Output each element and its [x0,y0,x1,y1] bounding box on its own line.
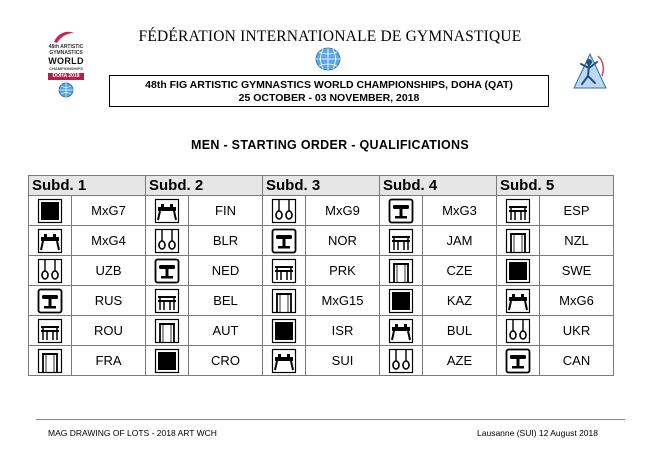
vault-icon [153,257,181,285]
event-title: 48th FIG ARTISTIC GYMNASTICS WORLD CHAMPIONSHIPS, DOHA (QAT) [145,79,513,91]
team-cell: PRK [306,256,380,286]
subdivision-header: Subd. 3 [263,176,380,196]
team-cell: SUI [306,346,380,376]
event-info-box [109,75,549,107]
logo-line-1: 48th ARTISTIC [48,44,84,50]
apparatus-cell [497,316,540,346]
team-cell: FRA [72,346,146,376]
apparatus-cell [29,196,72,226]
team-cell: ISR [306,316,380,346]
apparatus-cell [263,286,306,316]
table-row [29,346,614,376]
horizontal-bar-icon [36,347,64,375]
apparatus-cell [146,226,189,256]
vault-icon [504,347,532,375]
table-row [29,316,614,346]
parallel-bars-icon [270,257,298,285]
team-cell: CZE [423,256,497,286]
subdivision-header: Subd. 5 [497,176,614,196]
team-cell: AZE [423,346,497,376]
starting-order-table [28,175,614,376]
logo-swoosh-icon [52,30,76,44]
apparatus-cell [497,346,540,376]
horizontal-bar-icon [153,317,181,345]
section-title: MEN - STARTING ORDER - QUALIFICATIONS [191,138,469,152]
gymnast-emblem-icon [568,50,612,94]
team-cell: RUS [72,286,146,316]
table-row [29,286,614,316]
team-cell: ROU [72,316,146,346]
apparatus-cell [29,256,72,286]
subdivision-header: Subd. 2 [146,176,263,196]
team-cell: NED [189,256,263,286]
table-row [29,196,614,226]
footer-right-text: Lausanne (SUI) 12 August 2018 [477,428,598,438]
horizontal-bar-icon [387,257,415,285]
team-cell: MxG7 [72,196,146,226]
team-cell: NZL [540,226,614,256]
table-header-row [29,176,614,196]
team-cell: ESP [540,196,614,226]
apparatus-cell [146,196,189,226]
rings-icon [504,317,532,345]
logo-line-4: CHAMPIONSHIPS [49,66,83,71]
federation-title: FÉDÉRATION INTERNATIONALE DE GYMNASTIQUE [138,28,522,45]
team-cell: NOR [306,226,380,256]
apparatus-cell [29,286,72,316]
apparatus-cell [29,346,72,376]
apparatus-cell [380,346,423,376]
logo-line-2: GYMNASTICS [49,50,83,56]
horizontal-bar-icon [270,287,298,315]
team-cell: MxG15 [306,286,380,316]
team-cell: CAN [540,346,614,376]
apparatus-cell [263,316,306,346]
pommel-horse-icon [504,287,532,315]
table-row [29,256,614,286]
apparatus-cell [263,256,306,286]
team-cell: CRO [189,346,263,376]
subdivision-header: Subd. 4 [380,176,497,196]
apparatus-cell [29,226,72,256]
pommel-horse-icon [36,227,64,255]
parallel-bars-icon [504,197,532,225]
rings-icon [36,257,64,285]
apparatus-cell [29,316,72,346]
subdivision-header: Subd. 1 [29,176,146,196]
team-cell: UKR [540,316,614,346]
event-dates: 25 OCTOBER - 03 NOVEMBER, 2018 [238,92,420,104]
team-cell: BEL [189,286,263,316]
apparatus-cell [146,316,189,346]
floor-icon [36,197,64,225]
apparatus-cell [497,196,540,226]
parallel-bars-icon [153,287,181,315]
team-cell: UZB [72,256,146,286]
logo-line-3: WORLD [48,56,84,66]
team-cell: KAZ [423,286,497,316]
pommel-horse-icon [387,317,415,345]
floor-icon [270,317,298,345]
footer-left-text: MAG DRAWING OF LOTS - 2018 ART WCH [48,428,217,438]
footer-divider [36,419,625,420]
team-cell: MxG6 [540,286,614,316]
team-cell: AUT [189,316,263,346]
horizontal-bar-icon [504,227,532,255]
fig-globe-icon [314,46,342,72]
rings-icon [153,227,181,255]
apparatus-cell [380,226,423,256]
team-cell: MxG3 [423,196,497,226]
pommel-horse-icon [153,197,181,225]
floor-icon [153,347,181,375]
team-cell: BLR [189,226,263,256]
vault-icon [36,287,64,315]
apparatus-cell [380,286,423,316]
apparatus-cell [263,226,306,256]
floor-icon [504,257,532,285]
floor-icon [387,287,415,315]
team-cell: SWE [540,256,614,286]
team-cell: JAM [423,226,497,256]
championships-logo [40,30,92,98]
apparatus-cell [146,286,189,316]
apparatus-cell [380,196,423,226]
parallel-bars-icon [36,317,64,345]
apparatus-cell [497,256,540,286]
apparatus-cell [263,196,306,226]
apparatus-cell [263,346,306,376]
team-cell: MxG4 [72,226,146,256]
team-cell: BUL [423,316,497,346]
team-cell: MxG9 [306,196,380,226]
team-cell: FIN [189,196,263,226]
pommel-horse-icon [270,347,298,375]
apparatus-cell [497,226,540,256]
rings-icon [387,347,415,375]
apparatus-cell [380,256,423,286]
vault-icon [270,227,298,255]
vault-icon [387,197,415,225]
apparatus-cell [497,286,540,316]
parallel-bars-icon [387,227,415,255]
rings-icon [270,197,298,225]
globe-badge-icon [58,82,74,98]
apparatus-cell [380,316,423,346]
apparatus-cell [146,346,189,376]
table-row [29,226,614,256]
logo-line-5: DOHA 2018 [48,73,84,80]
apparatus-cell [146,256,189,286]
